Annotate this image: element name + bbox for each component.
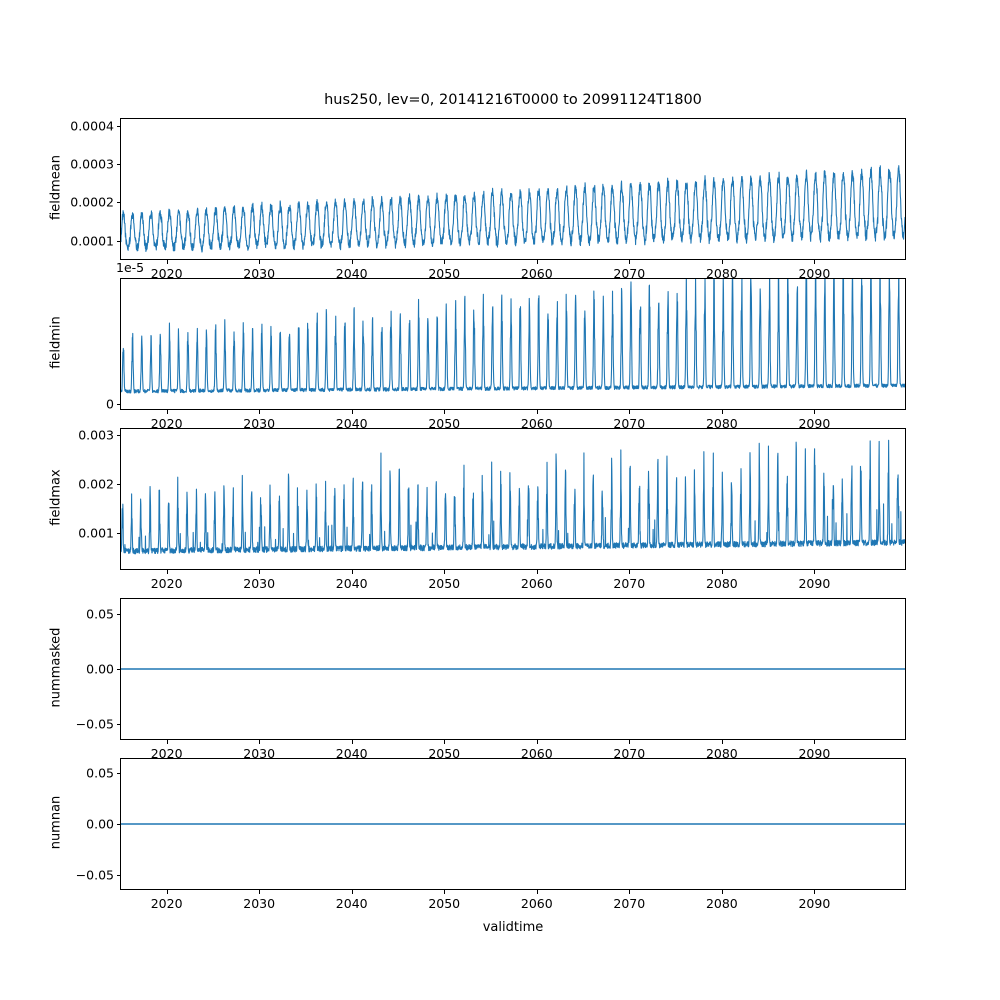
x-tickmark [259,570,260,574]
y-tick-label: −0.05 [75,716,114,732]
x-tickmark [259,260,260,264]
y-tick-label: 0.0003 [70,156,114,172]
x-tickmark [167,740,168,744]
axes-frame [120,758,906,890]
plot-panel-numnan [120,758,906,890]
x-tick-label: 2040 [335,746,368,761]
y-tickmark [117,435,121,436]
x-tickmark [259,410,260,414]
y-tickmark [117,824,121,825]
y-tickmark [117,164,121,165]
x-tick-label: 2050 [428,896,461,911]
x-tickmark [814,890,815,894]
x-tickmark [444,260,445,264]
x-tick-label: 2040 [335,266,368,281]
x-tick-label: 2080 [705,266,738,281]
x-tick-label: 2020 [150,576,183,591]
x-tickmark [167,570,168,574]
y-tickmark [117,875,121,876]
series-fieldmax [121,429,905,569]
x-tick-label: 2080 [705,576,738,591]
x-tickmark [537,570,538,574]
plot-panel-nummasked [120,598,906,740]
y-tick-label: 0.05 [86,765,114,781]
y-tick-label: 0.003 [78,427,114,443]
y-tick-label: 0.05 [86,606,114,622]
x-tickmark [352,890,353,894]
x-tickmark [537,890,538,894]
x-tick-label: 2070 [613,266,646,281]
plot-panel-fieldmin [120,278,906,410]
x-tickmark [444,740,445,744]
x-tickmark [722,410,723,414]
y-tick-label: 0.001 [78,525,114,541]
x-tickmark [814,570,815,574]
x-tickmark [444,570,445,574]
x-tickmark [444,890,445,894]
x-tick-label: 2030 [243,576,276,591]
y-tick-label: −0.05 [75,867,114,883]
y-tick-label: 0.0004 [70,118,114,134]
y-tickmark [117,669,121,670]
x-tickmark [167,410,168,414]
x-tick-label: 2080 [705,746,738,761]
y-tickmark [117,241,121,242]
x-tick-label: 2040 [335,576,368,591]
series-fieldmean [121,119,905,259]
y-tick-label: 0.0002 [70,194,114,210]
x-tick-label: 2020 [150,896,183,911]
y-tickmark [117,484,121,485]
y-tick-label: 0.00 [86,661,114,677]
x-tickmark [537,410,538,414]
axes-frame [120,278,906,410]
x-tick-label: 2030 [243,266,276,281]
x-tickmark [537,740,538,744]
plot-panel-fieldmax [120,428,906,570]
x-tick-label: 2080 [705,416,738,431]
axes-frame [120,598,906,740]
series-numnan [121,759,905,889]
series-nummasked [121,599,905,739]
x-tick-label: 2090 [798,266,831,281]
x-axis-label: validtime [482,920,544,935]
x-tick-label: 2050 [428,746,461,761]
y-axis-offset-text: 1e-5 [116,260,145,275]
x-tick-label: 2050 [428,266,461,281]
x-tick-label: 2090 [798,416,831,431]
axes-frame [120,428,906,570]
x-tickmark [814,740,815,744]
x-tick-label: 2080 [705,896,738,911]
x-tick-label: 2060 [520,746,553,761]
x-tickmark [352,740,353,744]
x-tickmark [722,570,723,574]
x-tick-label: 2090 [798,896,831,911]
x-tick-label: 2020 [150,266,183,281]
y-tickmark [117,724,121,725]
y-tickmark [117,126,121,127]
series-fieldmin [121,279,905,409]
y-tickmark [117,533,121,534]
x-tick-label: 2060 [520,416,553,431]
x-tick-label: 2050 [428,576,461,591]
x-tick-label: 2090 [798,746,831,761]
x-tickmark [259,890,260,894]
x-tickmark [814,260,815,264]
x-tickmark [722,260,723,264]
x-tick-label: 2060 [520,576,553,591]
y-tick-label: 0 [106,396,114,412]
y-axis-label-fieldmax: fieldmax [48,469,64,526]
x-tickmark [444,410,445,414]
x-tick-label: 2020 [150,416,183,431]
x-tickmark [629,570,630,574]
x-tick-label: 2070 [613,416,646,431]
x-tick-label: 2070 [613,746,646,761]
x-tickmark [352,570,353,574]
x-tick-label: 2070 [613,896,646,911]
axes-frame [120,118,906,260]
x-tick-label: 2090 [798,576,831,591]
x-tick-label: 2040 [335,416,368,431]
x-tickmark [629,410,630,414]
x-tick-label: 2030 [243,896,276,911]
x-tickmark [814,410,815,414]
x-tick-label: 2060 [520,896,553,911]
x-tick-label: 2030 [243,746,276,761]
y-axis-label-numnan: numnan [48,795,64,850]
x-tickmark [259,740,260,744]
y-axis-label-fieldmean: fieldmean [48,155,64,220]
y-tickmark [117,614,121,615]
x-tickmark [537,260,538,264]
x-tickmark [352,410,353,414]
x-tickmark [629,890,630,894]
y-tickmark [117,404,121,405]
plot-panel-fieldmean [120,118,906,260]
y-tick-label: 0.002 [78,476,114,492]
x-tickmark [167,260,168,264]
y-axis-label-fieldmin: fieldmin [48,316,64,369]
x-tick-label: 2060 [520,266,553,281]
y-tickmark [117,202,121,203]
y-tick-label: 0.0001 [70,233,114,249]
x-tickmark [722,890,723,894]
x-tickmark [629,740,630,744]
x-tick-label: 2070 [613,576,646,591]
y-tick-label: 0.00 [86,816,114,832]
x-tickmark [722,740,723,744]
x-tick-label: 2030 [243,416,276,431]
x-tick-label: 2020 [150,746,183,761]
x-tick-label: 2050 [428,416,461,431]
x-tickmark [167,890,168,894]
x-tickmark [352,260,353,264]
y-tickmark [117,773,121,774]
x-tick-label: 2040 [335,896,368,911]
y-axis-label-nummasked: nummasked [48,627,64,708]
x-tickmark [629,260,630,264]
chart-title: hus250, lev=0, 20141216T0000 to 20991124T1800 [324,92,702,108]
